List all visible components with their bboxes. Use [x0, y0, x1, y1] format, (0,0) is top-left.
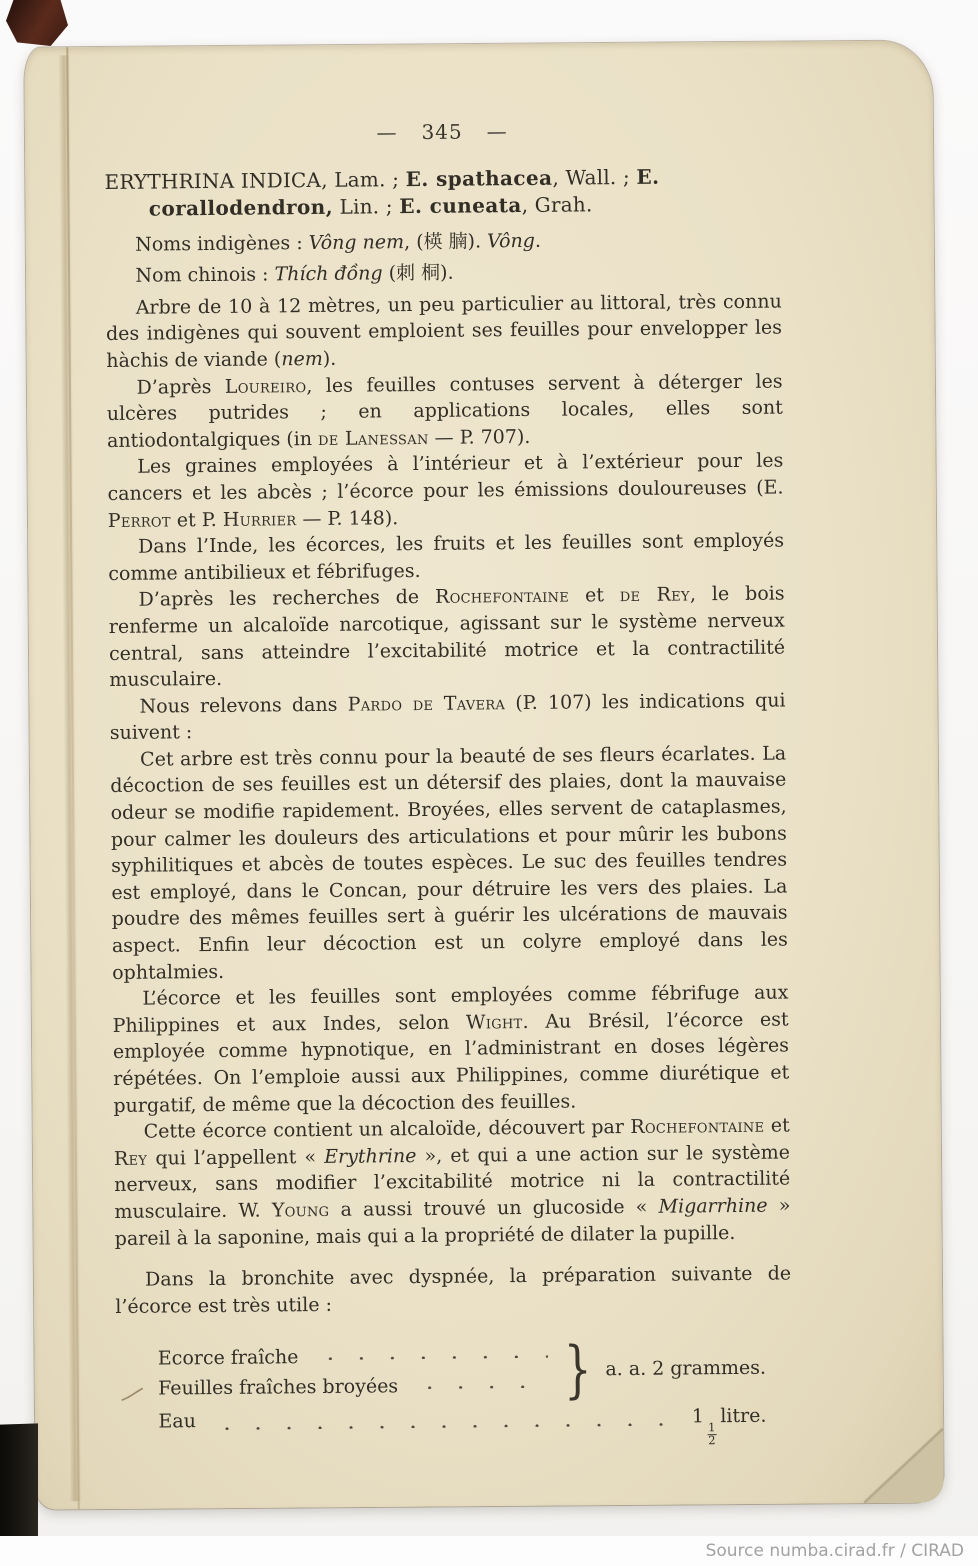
text-segment: (P. 107) les indications qui suivent : [109, 689, 786, 745]
handwritten-check-mark [120, 1382, 144, 1412]
paragraph [112, 980, 789, 1119]
dog-ear-corner [863, 1428, 944, 1503]
ingredient-label: Ecorce fraîche [157, 1346, 299, 1370]
text-segment: Lin. ; [332, 194, 400, 219]
text-segment: Rochefontaine [434, 584, 570, 609]
text-segment: ERYTHRINA INDICA, Lam. ; [104, 166, 406, 194]
text-segment: ). [322, 347, 337, 370]
paragraph [110, 740, 788, 986]
water-unit: litre. [720, 1405, 767, 1428]
text-segment: de Lanessan [317, 426, 429, 450]
text-segment: Nous relevons dans [139, 693, 348, 718]
text-segment: et P. [170, 508, 223, 531]
page-number-dash-right: — [486, 119, 508, 144]
text-segment: . [534, 229, 542, 252]
text-segment: a aussi trouvé un glucoside « [329, 1195, 659, 1221]
curly-brace: } [563, 1332, 592, 1406]
prescription-row [158, 1370, 556, 1404]
dot-leader [208, 1420, 678, 1431]
text-segment: Perrot [107, 508, 171, 532]
text-segment: et [764, 1114, 790, 1137]
text-segment: E. cuneata [399, 193, 522, 219]
prescription-row-water [158, 1401, 766, 1449]
water-whole-number: 1 [691, 1405, 705, 1428]
attribution-text: Source numba.cirad.fr / CIRAD [705, 1541, 964, 1561]
water-dosage [691, 1401, 767, 1448]
text-segment: Arbre de 10 à 12 mètres, un peu particulier au littoral, très connu des indigènes qui souvent emploient ses feuilles pour envelopper les hàchis de viande ( [105, 290, 783, 372]
text-segment: Erythrine [324, 1144, 417, 1168]
attribution-bar [0, 1536, 978, 1566]
ingredient-label: Feuilles fraîches broyées [158, 1375, 399, 1400]
text-segment: , Grah. [521, 192, 593, 218]
text-segment: Noms indigènes : [135, 231, 309, 256]
text-segment: » pareil à la saponine, mais qui a la propriété de dilater la pupille. [114, 1194, 791, 1250]
text-segment: Thích đồng [274, 262, 383, 286]
text-segment: L’écorce et les feuilles sont employées comme fébrifuge aux Philippines et aux Indes, selon [112, 981, 789, 1037]
text-segment: de Rey [619, 583, 690, 607]
fraction-one-half: $\frac{1}{2}$ [708, 1420, 716, 1448]
text-segment: E. spathacea [405, 165, 553, 191]
body-paragraphs [105, 225, 791, 1320]
paragraph [108, 581, 785, 694]
text-segment: . Au Brésil, l’écorce est employée comme hypnotique, en l’administrant en doses légères répétées. On l’emploie aussi aux Philippines, comme diurétique et purgatif, de même que la décoction des feuilles. [112, 1008, 790, 1117]
page-number [104, 116, 780, 149]
text-segment: — P. 707). [428, 425, 531, 449]
text-segment: nem [281, 347, 323, 371]
paragraph [115, 1261, 791, 1321]
text-segment: Pardo de Tavera [347, 691, 506, 716]
dot-leader [310, 1352, 547, 1360]
text-segment: Rey [113, 1147, 148, 1170]
text-segment: Dans l’Inde, les écorces, les fruits et les feuilles sont employés comme antibilieux et fébrifuges. [108, 529, 785, 585]
text-segment: , (楧 腩). [403, 229, 488, 253]
text-segment: Vông nem [308, 230, 405, 254]
text-segment: , le bois renferme un alcaloïde narcotique, agissant sur le système nerveux central, sans atteindre l’excitabilité motrice et la contractilité musculaire. [108, 582, 786, 692]
page-text [104, 116, 793, 1450]
text-segment: — P. 148). [296, 506, 399, 530]
paragraph [107, 448, 784, 534]
text-segment: Young [271, 1198, 330, 1222]
text-segment: Dans la bronchite avec dyspnée, la préparation suivante de l’écorce est très utile : [115, 1262, 792, 1318]
text-segment: qui l’appellent « [147, 1145, 325, 1170]
paragraph [105, 257, 781, 290]
text-segment: E. corallodendron, [148, 164, 660, 221]
page-number-dash-left: — [376, 120, 398, 145]
grouped-dosage: a. a. 2 grammes. [605, 1356, 767, 1381]
text-segment: Nom chinois : [135, 263, 275, 287]
prescription-grouped-rows [157, 1332, 767, 1406]
page-number-value: 345 [421, 119, 463, 144]
paragraph [109, 687, 785, 747]
text-segment: Rochefontaine [630, 1114, 765, 1139]
article-title [104, 162, 780, 223]
text-segment: , les feuilles contuses servent à déterger les ulcères putrides ; en applications locales, elles sont antiodontalgiques (in [106, 370, 783, 452]
text-segment: Cette écorce contient un alcaloïde, découvert par [143, 1116, 631, 1143]
text-segment: Wight [465, 1010, 523, 1034]
prescription-row [158, 1340, 556, 1374]
text-segment: D’après [136, 375, 225, 399]
paragraph [106, 368, 783, 454]
text-segment: et [568, 584, 620, 607]
book-binding-strap [6, 0, 68, 46]
text-segment: , Wall. ; [552, 164, 637, 190]
text-segment: D’après les recherches de [138, 586, 436, 612]
paragraph [105, 225, 781, 258]
paragraph [108, 528, 784, 588]
text-segment: Hurrier [222, 507, 297, 531]
text-segment: Migarrhine [658, 1194, 768, 1218]
text-segment: Vông [486, 229, 536, 252]
text-segment: Loureiro [224, 374, 307, 398]
book-spine-bottom [0, 1423, 38, 1540]
paragraph [114, 1113, 791, 1252]
ingredient-label: Eau [158, 1410, 197, 1433]
paragraph [106, 288, 783, 374]
dot-leader [410, 1382, 548, 1389]
text-segment: (刺 桐). [382, 261, 454, 285]
text-segment: Cet arbre est très connu pour la beauté de ses fleurs écarlates. La décoction de ses feuilles est un détersif des plaies, dont la mauvaise odeur se modifie rapidement. Broyées, elles servent de cataplasmes, pour calmer les douleurs des articulations et pour mûrir les bubons syphilitiques et abcès de toutes espèces. Le suc des feuilles tendres est employé, dans le Concan, pour détruire les vers des plaies. La poudre des mêmes feuilles sert à guérir les ulcérations de mauvais aspect. Enfin leur décoction est un colyre employé dans les ophtalmies. [110, 742, 788, 984]
text-segment: Les graines employées à l’intérieur et à l’extérieur pour les cancers et les abcès ; l’écorce pour les émissions douloureuses (E. [107, 449, 784, 505]
text-segment: », et qui a une action sur le système nerveux, sans modifier l’excitabilité motrice ni la contractilité musculaire. W. [114, 1141, 791, 1223]
prescription-block [157, 1332, 767, 1449]
